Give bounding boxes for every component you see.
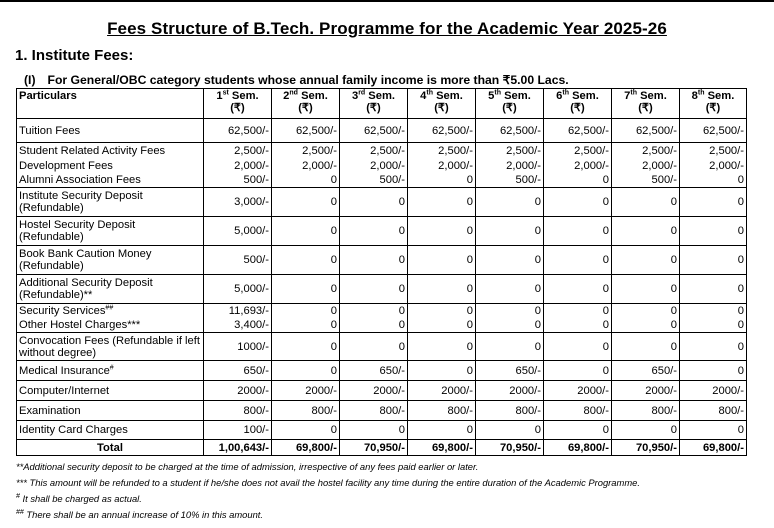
cell-value: 0 — [340, 217, 408, 246]
footnotes — [16, 459, 766, 523]
cell-value: 0 — [612, 318, 680, 333]
cell-value: 0 — [340, 318, 408, 333]
cell-value: 2,500/- — [680, 143, 747, 159]
subheading-tag: (I) — [24, 73, 36, 87]
row-label: Development Fees — [17, 159, 204, 173]
cell-value: 0 — [272, 318, 340, 333]
cell-value: 2,000/- — [544, 159, 612, 173]
cell-value: 0 — [476, 318, 544, 333]
row-label: Institute Security Deposit (Refundable) — [17, 188, 204, 217]
table-row — [17, 361, 747, 381]
cell-value: 0 — [408, 173, 476, 188]
cell-value: 800/- — [340, 401, 408, 421]
cell-value: 0 — [680, 275, 747, 304]
cell-value: 0 — [476, 275, 544, 304]
cell-value: 650/- — [204, 361, 272, 381]
cell-value: 0 — [408, 188, 476, 217]
total-value: 69,800/- — [680, 440, 747, 456]
cell-value: 62,500/- — [612, 119, 680, 143]
cell-value: 0 — [272, 361, 340, 381]
cell-value: 800/- — [408, 401, 476, 421]
cell-value: 800/- — [272, 401, 340, 421]
cell-value: 0 — [340, 421, 408, 440]
cell-value: 0 — [408, 318, 476, 333]
cell-value: 0 — [476, 304, 544, 318]
row-label: Identity Card Charges — [17, 421, 204, 440]
cell-value: 0 — [680, 304, 747, 318]
cell-value: 0 — [272, 304, 340, 318]
cell-value: 0 — [612, 333, 680, 361]
cell-value: 2,000/- — [680, 159, 747, 173]
cell-value: 0 — [272, 188, 340, 217]
footnote: **Additional security deposit to be charged at the time of admission, irrespective of any fees paid earlier or later. — [16, 461, 479, 472]
table-row — [17, 318, 747, 333]
header-sem-3: 3rd Sem. (₹) — [340, 89, 408, 119]
cell-value: 100/- — [204, 421, 272, 440]
cell-value: 0 — [408, 421, 476, 440]
cell-value: 11,693/- — [204, 304, 272, 318]
table-row — [17, 401, 747, 421]
cell-value: 2,000/- — [408, 159, 476, 173]
total-value: 70,950/- — [612, 440, 680, 456]
cell-value: 62,500/- — [476, 119, 544, 143]
cell-value: 0 — [272, 333, 340, 361]
cell-value: 2,000/- — [272, 159, 340, 173]
cell-value: 0 — [340, 246, 408, 275]
cell-value: 0 — [612, 275, 680, 304]
cell-value: 650/- — [476, 361, 544, 381]
cell-value: 0 — [476, 421, 544, 440]
cell-value: 0 — [340, 275, 408, 304]
total-value: 70,950/- — [340, 440, 408, 456]
cell-value: 5,000/- — [204, 275, 272, 304]
table-row — [17, 143, 747, 159]
cell-value: 650/- — [612, 361, 680, 381]
cell-value: 2000/- — [340, 381, 408, 401]
cell-value: 800/- — [680, 401, 747, 421]
cell-value: 2000/- — [680, 381, 747, 401]
cell-value: 0 — [680, 188, 747, 217]
cell-value: 62,500/- — [272, 119, 340, 143]
cell-value: 800/- — [476, 401, 544, 421]
cell-value: 500/- — [340, 173, 408, 188]
cell-value: 0 — [272, 217, 340, 246]
table-row — [17, 304, 747, 318]
cell-value: 0 — [680, 361, 747, 381]
cell-value: 0 — [408, 246, 476, 275]
row-label: Hostel Security Deposit (Refundable) — [17, 217, 204, 246]
footnote: # It shall be charged as actual. — [16, 492, 142, 504]
footnote: *** This amount will be refunded to a student if he/she does not avail the hostel facility any time during the entire duration of the Academic Programme. — [16, 477, 640, 488]
row-label: Computer/Internet — [17, 381, 204, 401]
row-label: Medical Insurance# — [17, 361, 204, 381]
row-label: Additional Security Deposit (Refundable)** — [17, 275, 204, 304]
fees-table — [16, 88, 747, 456]
total-value: 1,00,643/- — [204, 440, 272, 456]
cell-value: 800/- — [204, 401, 272, 421]
cell-value: 0 — [544, 318, 612, 333]
cell-value: 0 — [680, 173, 747, 188]
cell-value: 1000/- — [204, 333, 272, 361]
top-border-line — [0, 0, 774, 2]
cell-value: 0 — [408, 275, 476, 304]
table-row — [17, 333, 747, 361]
header-sem-4: 4th Sem. (₹) — [408, 89, 476, 119]
cell-value: 0 — [612, 246, 680, 275]
header-sem-8: 8th Sem. (₹) — [680, 89, 747, 119]
table-row — [17, 246, 747, 275]
table-row — [17, 275, 747, 304]
row-label: Tuition Fees — [17, 119, 204, 143]
subheading-text: For General/OBC category students whose annual family income is more than ₹5.00 Lacs. — [47, 73, 569, 87]
cell-value: 0 — [272, 173, 340, 188]
cell-value: 0 — [340, 304, 408, 318]
cell-value: 2,500/- — [204, 143, 272, 159]
header-sem-5: 5th Sem. (₹) — [476, 89, 544, 119]
cell-value: 500/- — [204, 173, 272, 188]
cell-value: 0 — [544, 246, 612, 275]
header-sem-7: 7th Sem. (₹) — [612, 89, 680, 119]
cell-value: 0 — [612, 217, 680, 246]
cell-value: 2,000/- — [340, 159, 408, 173]
cell-value: 2,500/- — [340, 143, 408, 159]
total-value: 69,800/- — [408, 440, 476, 456]
cell-value: 0 — [612, 188, 680, 217]
row-label: Alumni Association Fees — [17, 173, 204, 188]
row-label: Book Bank Caution Money (Refundable) — [17, 246, 204, 275]
total-row — [17, 440, 747, 456]
cell-value: 2000/- — [476, 381, 544, 401]
cell-value: 2000/- — [408, 381, 476, 401]
cell-value: 0 — [544, 217, 612, 246]
cell-value: 2,500/- — [544, 143, 612, 159]
cell-value: 2,500/- — [408, 143, 476, 159]
cell-value: 500/- — [612, 173, 680, 188]
cell-value: 0 — [612, 304, 680, 318]
row-label: Student Related Activity Fees — [17, 143, 204, 159]
cell-value: 800/- — [544, 401, 612, 421]
cell-value: 62,500/- — [204, 119, 272, 143]
cell-value: 0 — [408, 304, 476, 318]
total-value: 70,950/- — [476, 440, 544, 456]
cell-value: 3,000/- — [204, 188, 272, 217]
row-label: Security Services## — [17, 304, 204, 318]
cell-value: 0 — [408, 333, 476, 361]
cell-value: 0 — [544, 188, 612, 217]
cell-value: 0 — [544, 304, 612, 318]
header-sem-1: 1st Sem. (₹) — [204, 89, 272, 119]
cell-value: 2000/- — [544, 381, 612, 401]
cell-value: 3,400/- — [204, 318, 272, 333]
cell-value: 62,500/- — [408, 119, 476, 143]
table-row — [17, 159, 747, 173]
cell-value: 0 — [544, 173, 612, 188]
footnote: ## There shall be an annual increase of 10% in this amount. — [16, 508, 264, 520]
cell-value: 0 — [476, 188, 544, 217]
cell-value: 0 — [612, 421, 680, 440]
row-label: Examination — [17, 401, 204, 421]
cell-value: 2000/- — [612, 381, 680, 401]
header-sem-2: 2nd Sem. (₹) — [272, 89, 340, 119]
cell-value: 0 — [680, 421, 747, 440]
header-sem-6: 6th Sem. (₹) — [544, 89, 612, 119]
cell-value: 62,500/- — [680, 119, 747, 143]
table-row — [17, 173, 747, 188]
cell-value: 500/- — [204, 246, 272, 275]
cell-value: 0 — [680, 333, 747, 361]
cell-value: 2000/- — [272, 381, 340, 401]
section-heading: 1. Institute Fees: — [15, 47, 134, 64]
cell-value: 0 — [680, 246, 747, 275]
cell-value: 0 — [272, 421, 340, 440]
table-row — [17, 119, 747, 143]
cell-value: 0 — [680, 217, 747, 246]
table-row — [17, 188, 747, 217]
cell-value: 2000/- — [204, 381, 272, 401]
cell-value: 0 — [272, 246, 340, 275]
cell-value: 0 — [408, 217, 476, 246]
subheading — [24, 73, 569, 87]
cell-value: 0 — [340, 333, 408, 361]
cell-value: 500/- — [476, 173, 544, 188]
cell-value: 0 — [340, 188, 408, 217]
row-label: Convocation Fees (Refundable if left without degree) — [17, 333, 204, 361]
cell-value: 2,500/- — [612, 143, 680, 159]
total-value: 69,800/- — [272, 440, 340, 456]
cell-value: 2,000/- — [204, 159, 272, 173]
cell-value: 0 — [680, 318, 747, 333]
cell-value: 5,000/- — [204, 217, 272, 246]
cell-value: 2,000/- — [476, 159, 544, 173]
total-value: 69,800/- — [544, 440, 612, 456]
page-title: Fees Structure of B.Tech. Programme for the Academic Year 2025-26 — [107, 19, 667, 38]
row-label: Other Hostel Charges*** — [17, 318, 204, 333]
cell-value: 0 — [544, 333, 612, 361]
cell-value: 62,500/- — [544, 119, 612, 143]
cell-value: 0 — [476, 333, 544, 361]
cell-value: 0 — [272, 275, 340, 304]
cell-value: 650/- — [340, 361, 408, 381]
cell-value: 0 — [544, 361, 612, 381]
cell-value: 0 — [544, 421, 612, 440]
total-label: Total — [17, 440, 204, 456]
cell-value: 800/- — [612, 401, 680, 421]
cell-value: 0 — [476, 217, 544, 246]
cell-value: 2,500/- — [272, 143, 340, 159]
table-row — [17, 381, 747, 401]
cell-value: 62,500/- — [340, 119, 408, 143]
cell-value: 2,000/- — [612, 159, 680, 173]
cell-value: 0 — [408, 361, 476, 381]
cell-value: 0 — [476, 246, 544, 275]
cell-value: 0 — [544, 275, 612, 304]
table-row — [17, 421, 747, 440]
cell-value: 2,500/- — [476, 143, 544, 159]
table-header-row — [17, 89, 747, 119]
header-particulars: Particulars — [17, 89, 204, 119]
table-row — [17, 217, 747, 246]
